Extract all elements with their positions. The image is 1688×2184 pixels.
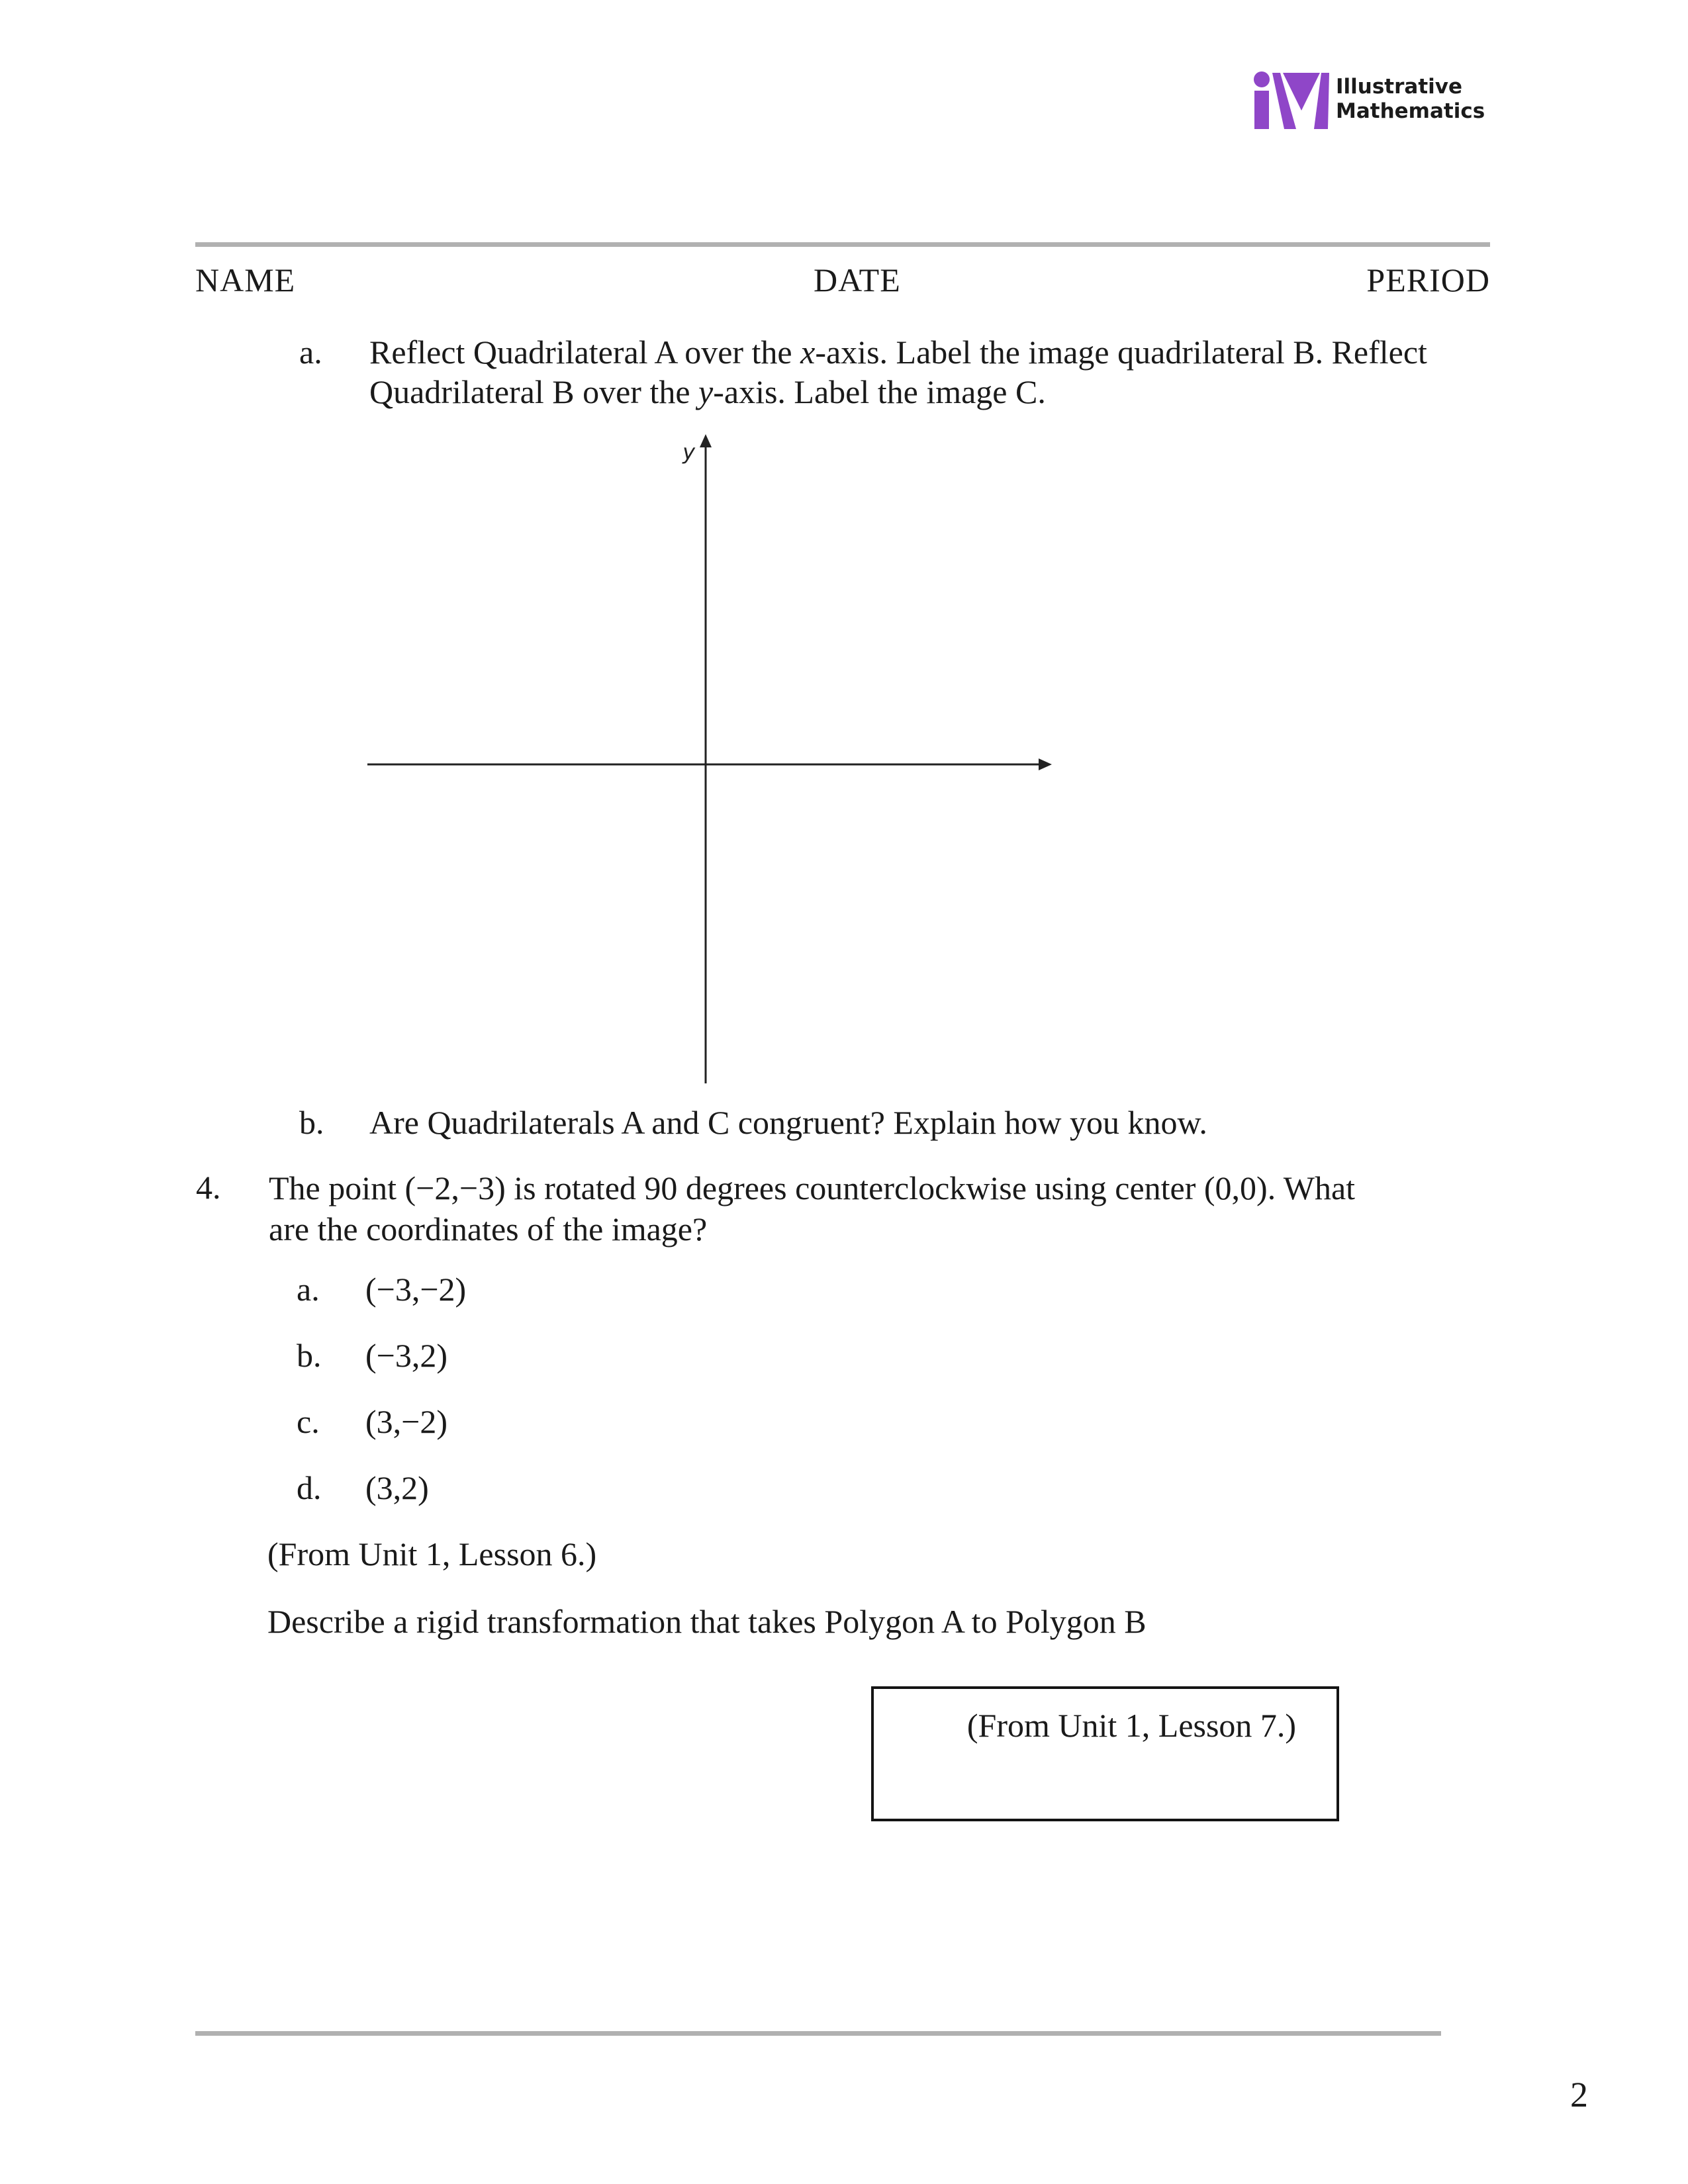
item-b-letter: b. [299,1104,324,1141]
item-a-line2 [369,372,1427,412]
coordinate-plane-quadrilateral-a [364,430,1059,1095]
choice-d-letter: d. [297,1469,322,1506]
logo-brand-line2: Mathematics [1336,99,1485,123]
item-a-line1 [369,332,1427,372]
graph1-svg [364,430,1059,1092]
choice-a-letter: a. [297,1271,320,1308]
from-unit1-lesson6-note: (From Unit 1, Lesson 6.) [267,1535,597,1572]
item-a-line2-seg1: Quadrilateral B over the [369,373,699,410]
choice-b-letter: b. [297,1337,322,1374]
period-label: PERIOD [1366,261,1490,298]
bottom-rule [195,2031,1441,2036]
item-a-line2-seg2: -axis. Label the image C. [713,373,1046,410]
choice-d-value: (3,2) [365,1469,429,1506]
name-label: NAME [195,261,296,298]
logo-i-dot [1254,71,1270,87]
question-4-number: 4. [196,1169,221,1206]
choice-c-letter: c. [297,1403,320,1440]
question-4-line2: are the coordinates of the image? [269,1210,708,1248]
from-unit1-lesson7-box [871,1686,1339,1821]
item-a-text [369,332,1427,412]
item-a-line1-seg1: Reflect Quadrilateral A over the [369,334,801,371]
describe-transformation-prompt: Describe a rigid transformation that takes Polygon A to Polygon B [267,1603,1147,1640]
item-a-y-variable: y [698,373,714,410]
choice-b-value: (−3,2) [365,1337,447,1374]
logo-i-stem [1254,91,1269,129]
question-4-text [269,1167,1355,1250]
choice-c-value: (3,−2) [365,1403,447,1440]
logo-m-right-leg [1314,73,1329,129]
svg-text:y: y [682,439,695,465]
item-a-letter: a. [299,334,322,371]
page-number: 2 [1570,2075,1588,2115]
item-b-text: Are Quadrilaterals A and C congruent? Explain how you know. [369,1104,1207,1141]
item-a-line1-seg2: -axis. Label the image quadrilateral B. Reflect [815,334,1427,371]
logo-brand-line1: Illustrative [1336,75,1463,99]
item-a-x-variable: x [800,334,816,371]
im-logo [1251,68,1503,131]
date-label: DATE [814,261,901,298]
from-unit1-lesson7-note: (From Unit 1, Lesson 7.) [966,1707,1297,1744]
choice-a-value: (−3,−2) [365,1271,467,1308]
question-4-line1: The point (−2,−3) is rotated 90 degrees counterclockwise using center (0,0). What [269,1169,1356,1206]
top-rule [195,242,1490,247]
